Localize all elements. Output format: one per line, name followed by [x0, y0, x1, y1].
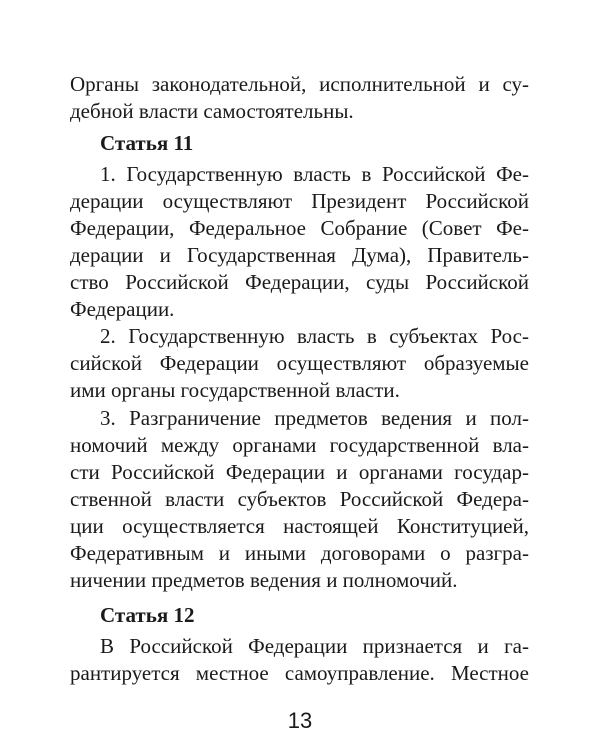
page-number: 13	[287, 708, 313, 733]
article-11-heading: Статья 11	[100, 131, 194, 155]
text-line: ство Российской Федерации, суды Российской	[70, 270, 529, 294]
text-line: ими органы государственной власти.	[70, 378, 400, 402]
text-line: В Российской Федерации признается и га-	[100, 634, 529, 658]
article-11-paragraph-1	[70, 161, 529, 323]
text-line: 3. Разграничение предметов ведения и пол-	[100, 406, 529, 430]
text-line: 1. Государственную власть в Российской Фе-	[100, 162, 529, 186]
article-12-heading: Статья 12	[100, 603, 195, 627]
text-line: Федерации, Федеральное Собрание (Совет Фе-	[70, 216, 529, 240]
text-line: Федеративным и иными договорами о разгра-	[70, 541, 529, 565]
article-11-paragraph-3	[70, 405, 529, 594]
text-line: Органы законодательной, исполнительной и су-	[70, 72, 529, 96]
text-line: сти Российской Федерации и органами государ-	[70, 460, 529, 484]
text-line: Федерации.	[70, 297, 175, 321]
text-line: 2. Государственную власть в субъектах Рос-	[100, 324, 529, 348]
text-line: ственной власти субъектов Российской Федера-	[70, 487, 529, 511]
text-line: сийской Федерации осуществляют образуемые	[70, 351, 529, 375]
intro-paragraph	[70, 71, 529, 125]
text-line: дерации и Государственная Дума), Правитель-	[70, 243, 529, 267]
text-line: номочий между органами государственной вла-	[70, 433, 529, 457]
article-12-paragraph-1	[70, 633, 529, 687]
text-line: рантируется местное самоуправление. Местное	[70, 661, 529, 685]
article-11-paragraph-2	[70, 323, 529, 404]
text-line: ции осуществляется настоящей Конституцией,	[70, 514, 529, 538]
text-line: дерации осуществляют Президент Российской	[70, 189, 529, 213]
text-line: дебной власти самостоятельны.	[70, 99, 354, 123]
text-line: ничении предметов ведения и полномочий.	[70, 568, 458, 592]
